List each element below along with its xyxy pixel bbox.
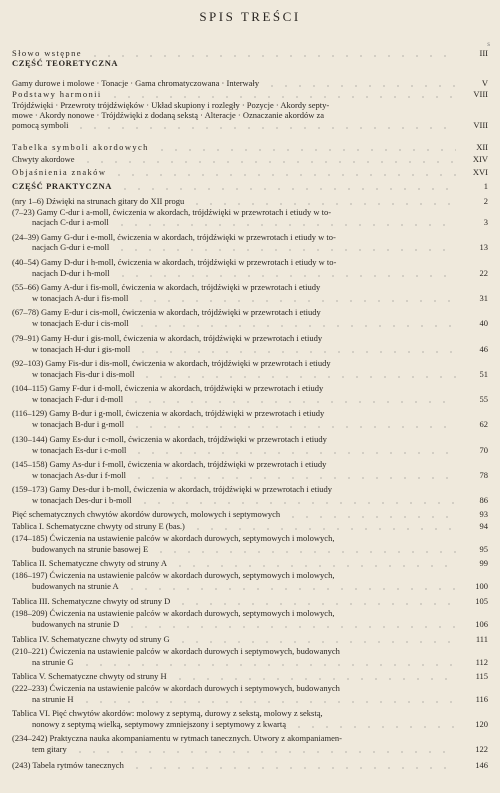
toc-entry-text: w tonacjach H-dur i gis-moll [32, 344, 131, 354]
toc-page-number: 31 [479, 293, 488, 303]
leader-dots [115, 224, 456, 226]
leader-dots [118, 188, 456, 190]
leader-dots [112, 174, 456, 176]
toc-entry-text: (92–103) Gamy Fis-dur i dis-moll, ćwiczenia w akordach, trójdźwięki w przewrotach i etiudy [12, 358, 331, 368]
leader-dots [116, 275, 456, 277]
toc-entry-text: (7–23) Gamy C-dur i a-moll, ćwiczenia w akordach, trójdźwięki w przewrotach i etiudy w to- [12, 207, 332, 217]
toc-page-number: 13 [479, 242, 488, 252]
toc-entry-text: (186–197) Ćwiczenia na ustawienie palców w akordach durowych, septymowych i molowych, [12, 570, 335, 580]
leader-dots [173, 678, 456, 680]
toc-entry [12, 484, 468, 494]
toc-entry [12, 683, 468, 693]
leader-dots [191, 528, 456, 530]
toc-entry-text: Pięć schematycznych chwytów akordów durowych, molowych i septymowych [12, 509, 281, 519]
leader-dots [132, 477, 456, 479]
leader-dots [286, 516, 456, 518]
toc-entry-text: (174–185) Ćwiczenia na ustawienie palców w akordach durowych, septymowych i molowych, [12, 533, 335, 543]
toc-page-number: 51 [479, 369, 488, 379]
toc-entry-text: nacjach C-dur i a-moll [32, 217, 109, 227]
toc-entry-text: (79–91) Gamy H-dur i gis-moll, ćwiczenia w akordach, trójdźwięki w przewrotach i etiudy [12, 333, 323, 343]
leader-dots [80, 664, 456, 666]
toc-entry [12, 358, 468, 368]
toc-entry-text: (243) Tabela rytmów tanecznych [12, 760, 124, 770]
toc-entry-text: budowanych na strunie D [32, 619, 120, 629]
toc-entry-text: Tablica IV. Schematyczne chwyty od struny G [12, 634, 170, 644]
toc-page-number: 78 [479, 470, 488, 480]
toc-entry-text: nonowy z septymą wielką, septymowy zmniejszony i septymowy z kwartą [32, 719, 286, 729]
toc-page-number: 86 [479, 495, 488, 505]
toc-page-number: XIV [472, 154, 488, 164]
toc-entry-text: budowanych na strunie basowej E [32, 544, 149, 554]
toc-entry [12, 408, 468, 418]
leader-dots [292, 726, 456, 728]
toc-entry [12, 100, 468, 110]
leader-dots [132, 452, 456, 454]
toc-entry [12, 608, 468, 618]
toc-page-number: 22 [479, 268, 488, 278]
leader-dots [130, 426, 456, 428]
toc-page-number: VIII [473, 120, 488, 130]
leader-dots [125, 626, 456, 628]
leader-dots [176, 641, 456, 643]
toc-entry-text: w tonacjach Des-dur i b-moll [32, 495, 132, 505]
leader-dots [81, 161, 456, 163]
toc-entry-text: w tonacjach As-dur i f-moll [32, 470, 126, 480]
toc-entry-text: Tablica I. Schematyczne chwyty od struny E (bas.) [12, 521, 185, 531]
toc-page-number: 55 [479, 394, 488, 404]
toc-page-number: 105 [475, 596, 488, 606]
toc-page-number: III [479, 48, 488, 58]
toc-page-number: 100 [475, 581, 488, 591]
toc-entry-text: Słowo wstępne [12, 48, 82, 58]
toc-entry-text: (40–54) Gamy D-dur i h-moll, ćwiczenia w akordach, trójdźwięki w przewrotach i etiudy w to- [12, 257, 337, 267]
toc-entry-text: (nry 1–6) Dźwięki na strunach gitary do XII progu [12, 196, 185, 206]
corner-mark: s [487, 40, 490, 48]
toc-entry [12, 646, 468, 656]
toc-page-number: 40 [479, 318, 488, 328]
leader-dots [154, 551, 456, 553]
toc-entry-text: CZĘŚĆ TEORETYCZNA [12, 58, 119, 68]
leader-dots [125, 588, 456, 590]
toc-entry [12, 383, 468, 393]
toc-page-number: 62 [479, 419, 488, 429]
leader-dots [129, 401, 456, 403]
leader-dots [134, 300, 456, 302]
toc-entry-text: (130–144) Gamy Es-dur i c-moll, ćwiczenia w akordach, trójdźwięki w przewrotach i etiudy [12, 434, 327, 444]
toc-entry [12, 232, 468, 242]
toc-entry-text: Tablica III. Schematyczne chwyty od struny D [12, 596, 171, 606]
toc-entry-text: Objaśnienia znaków [12, 167, 107, 177]
toc-entry-text: Tablica V. Schematyczne chwyty od struny H [12, 671, 167, 681]
toc-page-number: 1 [483, 181, 488, 191]
toc-entry-text: CZĘŚĆ PRAKTYCZNA [12, 181, 113, 191]
toc-page-number: 112 [475, 657, 488, 667]
toc-entry-text: Gamy durowe i molowe · Tonacje · Gama chromatyczowana · Interwały [12, 78, 260, 88]
toc-page-number: 106 [475, 619, 488, 629]
toc-entry-text: w tonacjach Es-dur i c-moll [32, 445, 127, 455]
leader-dots [130, 767, 456, 769]
toc-entry-text: w tonacjach A-dur i fis-moll [32, 293, 129, 303]
toc-entry-text: (210–221) Ćwiczenia na ustawienie palców w akordach durowych i septymowych, budowanych [12, 646, 340, 656]
toc-entry-text: (55–66) Gamy A-dur i fis-moll, ćwiczenia w akordach, trójdźwięki w przewrotach i etiudy [12, 282, 321, 292]
toc-entry-text: (104–115) Gamy F-dur i d-moll, ćwiczenia w akordach, trójdźwięki w przewrotach i etiudy [12, 383, 324, 393]
toc-page-number: 122 [475, 744, 488, 754]
toc-entry-text: budowanych na strunie A [32, 581, 119, 591]
toc-entry [12, 282, 468, 292]
toc-entry-text: nacjach D-dur i h-moll [32, 268, 110, 278]
toc-page-number: 3 [483, 217, 488, 227]
toc-page-number: 95 [479, 544, 488, 554]
toc-page-number: 99 [479, 558, 488, 568]
toc-entry-text: Tablica II. Schematyczne chwyty od struny A [12, 558, 167, 568]
leader-dots [135, 325, 456, 327]
toc-entry [12, 434, 468, 444]
toc-entry-text: (116–129) Gamy B-dur i g-moll, ćwiczenia w akordach, trójdźwięki w przewrotach i etiudy [12, 408, 325, 418]
toc-entry [12, 733, 468, 743]
toc-entry-text: (67–78) Gamy E-dur i cis-moll, ćwiczenia w akordach, trójdźwięki w przewrotach i etiudy [12, 307, 321, 317]
toc-entry-text: Tablica VI. Pięć chwytów akordów: molowy z septymą, durowy z sekstą, molowy z sekstą, [12, 708, 323, 718]
toc-entry-text: Tabelka symboli akordowych [12, 142, 149, 152]
toc-page-number: 94 [479, 521, 488, 531]
toc-entry [12, 708, 468, 718]
leader-dots [173, 565, 456, 567]
leader-dots [108, 96, 456, 98]
toc-page-number: XII [476, 142, 488, 152]
toc-entry-text: mowe · Akordy nonowe · Trójdźwięki z dodaną sekstą · Alteracje · Oznaczanie akordów za [12, 110, 325, 120]
toc-entry-text: w tonacjach F-dur i d-moll [32, 394, 124, 404]
toc-entry [12, 459, 468, 469]
toc-page-number: 111 [475, 634, 488, 644]
leader-dots [74, 127, 456, 129]
leader-dots [155, 149, 456, 151]
toc-page-number: 116 [475, 694, 488, 704]
toc-entry-text: (145–158) Gamy As-dur i f-moll, ćwiczenia w akordach, trójdźwięki w przewrotach i etiudy [12, 459, 327, 469]
toc-entry-text: nacjach G-dur i e-moll [32, 242, 110, 252]
leader-dots [115, 249, 456, 251]
page-title: SPIS TREŚCI [199, 9, 301, 24]
toc-page-number: VIII [473, 89, 488, 99]
toc-entry-text: (234–242) Praktyczna nauka akompaniamentu w rytmach tanecznych. Utwory z akompaniamen- [12, 733, 342, 743]
toc-entry-text: w tonacjach B-dur i g-moll [32, 419, 125, 429]
toc-entry-text: (24–39) Gamy G-dur i e-moll, ćwiczenia w akordach, trójdźwięki w przewrotach i etiudy w to- [12, 232, 336, 242]
toc-page-number: 93 [479, 509, 488, 519]
toc-page-number: 120 [475, 719, 488, 729]
toc-entry-text: Chwyty akordowe [12, 154, 75, 164]
leader-dots [88, 55, 456, 57]
toc-entry-text: w tonacjach Fis-dur i dis-moll [32, 369, 135, 379]
toc-page-number: 46 [479, 344, 488, 354]
toc-entry-text: (198–209) Ćwiczenia na ustawienie palców w akordach durowych, septymowych i molowych, [12, 608, 335, 618]
toc-entry-text: (159–173) Gamy Des-dur i b-moll, ćwiczenia w akordach, trójdźwięki w przewrotach i etiudy [12, 484, 333, 494]
toc-entry [12, 333, 468, 343]
toc-entry [12, 257, 468, 267]
leader-dots [176, 603, 456, 605]
toc-entry-text: na strunie G [32, 657, 74, 667]
toc-entry [12, 207, 468, 217]
toc-page-number: 2 [483, 196, 488, 206]
leader-dots [190, 203, 456, 205]
leader-dots [80, 701, 456, 703]
toc-entry-text: Podstawy harmonii [12, 89, 102, 99]
toc-page-number: 146 [475, 760, 488, 770]
toc-entry [12, 570, 468, 580]
toc-entry [12, 58, 468, 68]
toc-page-number: 70 [479, 445, 488, 455]
toc-page-number: V [481, 78, 488, 88]
toc-entry-text: tem gitary [32, 744, 67, 754]
toc-page-number: XVI [472, 167, 488, 177]
leader-dots [136, 351, 456, 353]
leader-dots [138, 502, 456, 504]
leader-dots [265, 85, 456, 87]
toc-entry-text: pomocą symboli [12, 120, 69, 130]
toc-entry-text: Trójdźwięki · Przewroty trójdźwięków · Układ skupiony i rozległy · Pozycje · Akordy septy- [12, 100, 330, 110]
toc-entry [12, 307, 468, 317]
toc-entry-text: (222–233) Ćwiczenia na ustawienie palców w akordach durowych i septymowych, budowanych [12, 683, 340, 693]
toc-page-number: 115 [475, 671, 488, 681]
toc-entry-text: na strunie H [32, 694, 74, 704]
toc-entry-text: w tonacjach E-dur i cis-moll [32, 318, 129, 328]
toc-entry [12, 110, 468, 120]
toc-entry [12, 533, 468, 543]
leader-dots [140, 376, 456, 378]
leader-dots [73, 751, 456, 753]
